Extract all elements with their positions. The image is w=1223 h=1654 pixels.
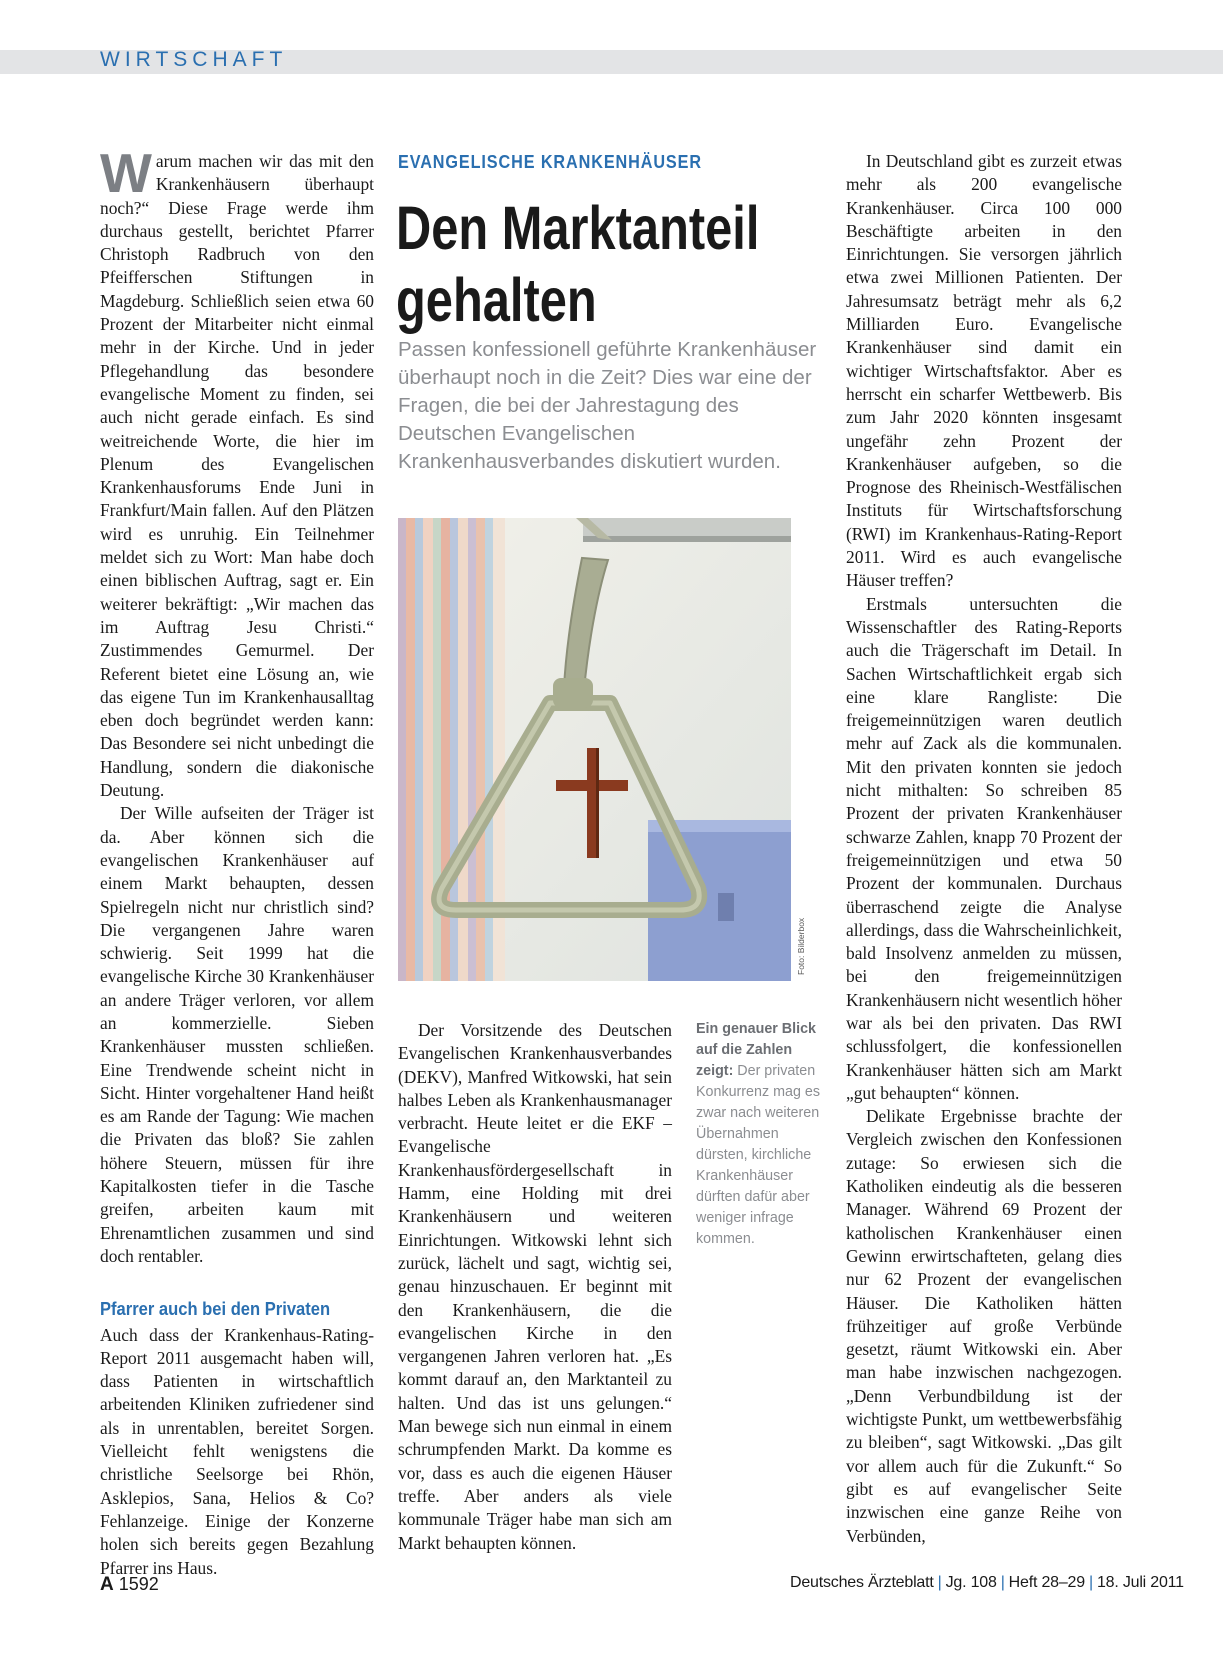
- photo-credit: Foto: Bilderbox: [796, 917, 806, 975]
- journal-info: Deutsches Ärzteblatt | Jg. 108 | Heft 28–29 | 18. Juli 2011: [790, 1574, 1184, 1591]
- headline-line-1: Den Marktanteil: [396, 194, 760, 262]
- paragraph: [100, 142, 374, 802]
- paragraph: Auch dass der Krankenhaus-Rating-Report 2011 ausgemacht haben will, dass Patienten in wirtschaftlich arbeitenden Kliniken zufriedener sind als in unrentablen, bereitet Sorgen. Vielleicht fehlt wenigstens die christliche Seelsorge bei Rhön, Asklepios, Sana, Helios & Co? Fehlanzeige. Einige der Konzerne holen sich bereits gegen Bezahlung Pfarrer ins Haus.: [100, 1324, 374, 1578]
- article-photo: [398, 518, 791, 981]
- journal-name: Deutsches Ärzteblatt: [790, 1574, 934, 1591]
- caption-text: Der privaten Konkurrenz mag es zwar nach weiteren Übernahmen dürsten, kirchliche Krankenhäuser dürften dafür aber weniger infrage kommen.: [696, 1063, 820, 1247]
- page-number-value: 1592: [118, 1574, 159, 1594]
- column-middle: [398, 1019, 672, 1555]
- caption-lead: Ein genauer Blick auf die Zahlen zeigt:: [696, 1021, 816, 1079]
- column-right: [846, 150, 1122, 1548]
- section-label: WIRTSCHAFT: [100, 48, 288, 71]
- page-number: [100, 1574, 159, 1596]
- paragraph: Delikate Ergebnisse brachte der Vergleich zwischen den Konfessionen zutage: So erwiesen sich die Katholiken eindeutig als die besseren Manager. Während 69 Prozent der katholischen Krankenhäuser einen Gewinn erwirtschafteten, gelang dies nur 62 Prozent der evangelischen Häuser. Die Katholiken hätten frühzeitiger auf große Verbünde gesetzt, räumt Witkowski ein. Aber man habe inzwischen nachgezogen. „Denn Verbundbildung ist der wichtigste Punkt, um wettbewerbsfähig zu bleiben“, sagt Witkowski. „Das gilt vor allem auch für die Zukunft.“ So gibt es auf evangelischer Seite inzwischen eine ganze Reihe von Verbünden,: [846, 1106, 1122, 1546]
- journal-date: 18. Juli 2011: [1096, 1574, 1184, 1591]
- paragraph: Der Wille aufseiten der Träger ist da. Aber können sich die evangelischen Krankenhäuser auf einem Markt behaupten, dessen Spielregeln nicht nur christlich sind? Die vergangenen Jahre waren schwierig. Seit 1999 hat die evangelische Kirche 30 Krankenhäuser an andere Träger verloren, vor allem an kommerzielle. Sieben Krankenhäuser mussten schließen. Eine Trendwende scheint nicht in Sicht. Hinter vorgehaltener Hand heißt es am Rande der Tagung: Wie machen die Privaten das bloß? Sie zahlen höhere Steuern, müssen für ihre Kapitalkosten tiefer in die Tasche greifen, arbeiten kaum mit Ehrenamtlichen zusammen und sind doch rentabler.: [100, 803, 374, 1266]
- headline-line-2: gehalten: [396, 266, 597, 334]
- paragraph: In Deutschland gibt es zurzeit etwas mehr als 200 evangelische Krankenhäuser. Circa 100 000 Beschäftigte arbeiten in den Einrichtungen. Sie versorgen jährlich etwa zwei Millionen Patienten. Der Jahresumsatz beträgt mehr als 6,2 Milliarden Euro. Evangelische Krankenhäuser sind damit ein wichtiger Wirtschaftsfaktor. Aber es herrscht ein scharfer Wettbewerb. Bis zum Jahr 2020 könnten insgesamt ungefähr zehn Prozent der Krankenhäuser aufgeben, so die Prognose des Rheinisch-Westfälischen Instituts für Wirtschaftsforschung (RWI) im Krankenhaus-Rating-Report 2011. Wird es auch evangelische Häuser treffen?: [846, 151, 1122, 591]
- paragraph: Der Vorsitzende des Deutschen Evangelischen Krankenhausverbandes (DEKV), Manfred Witkowski, hat sein halbes Leben als Krankenhausmanager verbracht. Heute leitet er die EKF – Evangelische Krankenhausfördergesellschaft in Hamm, eine Holding mit drei Krankenhäusern und weiteren Einrichtungen. Witkowski lehnt sich zurück, lächelt und sagt, wichtig sei, genau hinzuschauen. Er beginnt mit den Krankenhäusern, die die evangelischen Kirche in den vergangenen Jahren verloren hat. „Es kommt darauf an, den Marktanteil zu halten. Und das ist uns gelungen.“ Man bewege sich nun einmal in einem schrumpfenden Markt. Da komme es vor, dass es auch die eigenen Häuser treffe. Aber anders als viele kommunale Träger habe man sich am Markt behaupten können.: [398, 1020, 672, 1553]
- kicker: EVANGELISCHE KRANKENHÄUSER: [398, 152, 702, 172]
- paragraph-text: arum machen wir das mit den Krankenhäusern überhaupt noch?“ Diese Frage werde ihm durchaus gestellt, berichtet Pfarrer Christoph Radbruch von den Pfeifferschen Stiftungen in Magdeburg. Schließlich seien etwa 60 Prozent der Mitarbeiter nicht einmal mehr in der Kirche. Und in jeder Pflegehandlung das besondere evangelische Moment zu finden, sei auch nicht gerade einfach. Es sind weitreichende Worte, die hier im Plenum des Evangelischen Krankenhausforums Ende Juni in Frankfurt/Main fallen. Auf den Plätzen wird es unruhig. Ein Teilnehmer meldet sich zu Wort: Man habe doch einen biblischen Auftrag, sagt er. Ein weiterer bekräftigt: „Wir machen das im Auftrag Jesu Christi.“ Zustimmendes Gemurmel. Der Referent bietet eine Lösung an, wie das eigene Tun im Krankenhausalltag eben doch begründet werden kann: Das Besondere sei nicht unbedingt die Handlung, sondern die diakonische Deutung.: [100, 151, 374, 801]
- headline: [396, 192, 760, 336]
- journal-issue: Heft 28–29: [1008, 1574, 1085, 1591]
- lede: Passen konfessionell geführte Krankenhäuser überhaupt noch in die Zeit? Dies war eine der Fragen, die bei der Jahrestagung des Deutschen Evangelischen Krankenhausverbandes diskutiert wurden.: [398, 338, 817, 473]
- photo-illustration: [398, 518, 791, 981]
- photo-caption: [696, 1019, 826, 1250]
- paragraph: Erstmals untersuchten die Wissenschaftler des Rating-Reports auch die Trägerschaft im Detail. In Sachen Wirtschaftlichkeit ergab sich eine klare Rangliste: Die freigemeinnützigen waren deutlich mehr auf Zack als die kommunalen. Mit den privaten konnten sie jedoch nicht mithalten: So schreiben 85 Prozent der privaten Krankenhäuser schwarze Zahlen, knapp 70 Prozent der freigemeinnützigen und etwa 50 Prozent der kommunalen. Durchaus überraschend zeigte die Analyse allerdings, dass die Wahrscheinlichkeit, bald Insolvenz anmelden zu müssen, bei den freigemeinnützigen Krankenhäusern nicht wesentlich höher war als bei den privaten. Das RWI schlussfolgert, die konfessionellen Krankenhäuser hätten sich am Markt „gut behaupten“ können.: [846, 593, 1122, 1103]
- drop-cap: W: [100, 142, 152, 204]
- subheading: Pfarrer auch bei den Privaten: [100, 1299, 331, 1320]
- column-left: [100, 142, 374, 1580]
- page-prefix: A: [100, 1574, 114, 1595]
- journal-volume: Jg. 108: [945, 1574, 997, 1591]
